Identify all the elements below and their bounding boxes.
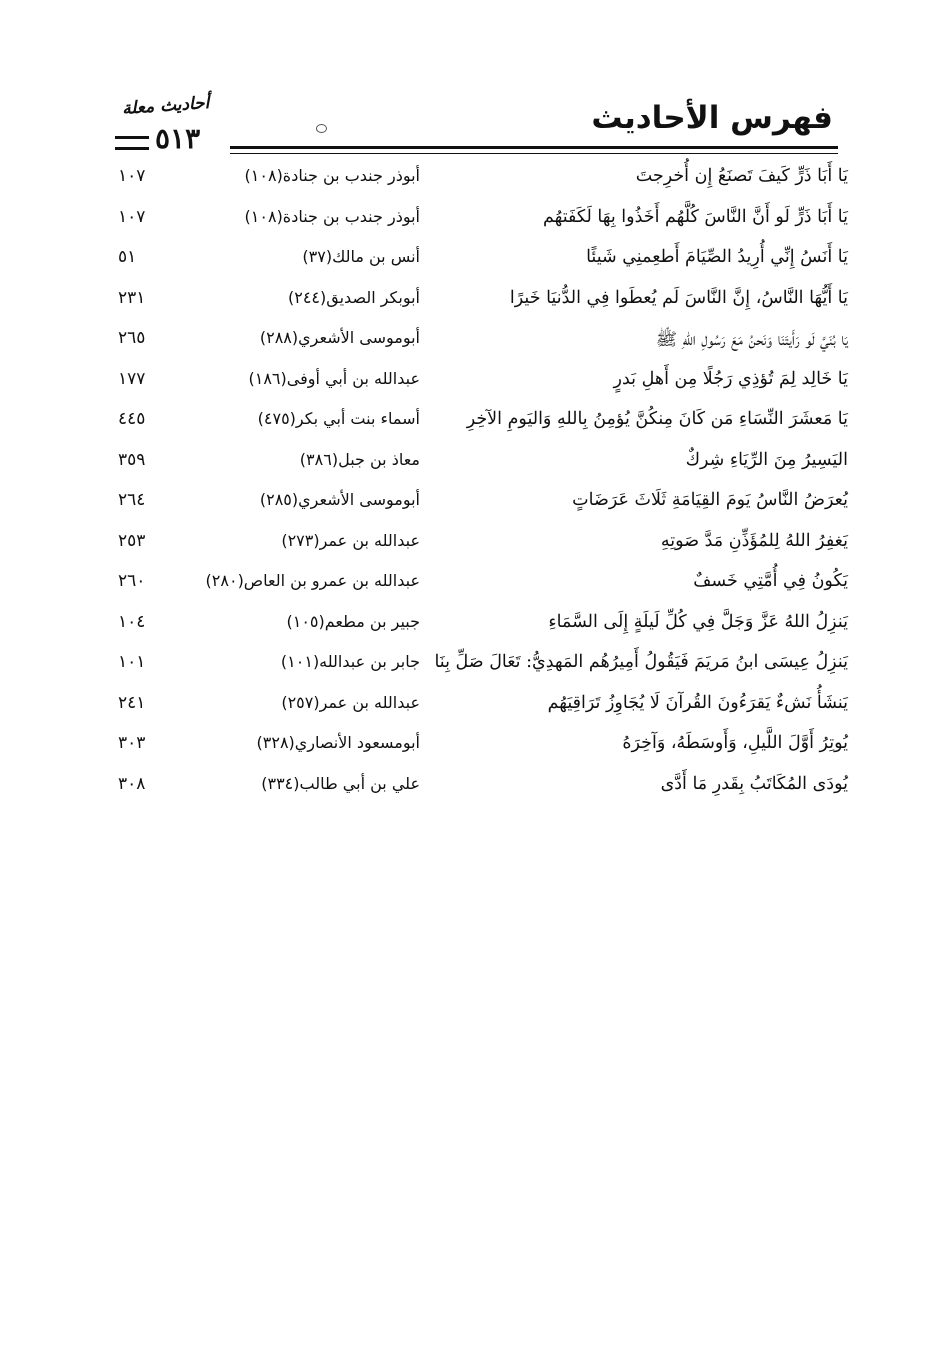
page-ref: ٣٠٣ <box>118 733 146 753</box>
hadith-text: يُودَى المُكَاتَبُ بِقَدرِ مَا أَدَّى <box>660 773 848 794</box>
table-row <box>100 446 848 487</box>
page-ref: ١٧٧ <box>118 368 146 389</box>
table-row <box>100 689 848 730</box>
table-row <box>100 486 848 527</box>
page-number-bars <box>115 136 149 150</box>
table-row <box>100 365 848 406</box>
narrator-text: جبير بن مطعم(١٠٥) <box>286 611 420 631</box>
table-row <box>100 405 848 446</box>
narrator-text: أبوذر جندب بن جنادة(١٠٨) <box>244 166 420 185</box>
page-number-block <box>115 122 201 155</box>
table-row <box>100 324 848 365</box>
hadith-text: يَنزِلُ عِيسَى ابنُ مَريَمَ فَيَقُولُ أَمِيرُهُم المَهدِيُّ: تَعَالَ صَلِّ بِنَا <box>434 652 848 672</box>
narrator-text: أبومسعود الأنصاري(٣٢٨) <box>256 733 420 752</box>
hadith-text: يَا أَبَا ذَرٍّ كَيفَ تَصنَعُ إِن أُخرِجتَ <box>635 166 848 186</box>
hadith-text: يَا أَنَسُ إِنِّي أُرِيدُ الصِّيَامَ أَطعِمنِي شَيئًا <box>586 247 848 267</box>
narrator-text: أبوذر جندب بن جنادة(١٠٨) <box>244 206 420 226</box>
hadith-text: يُعرَضُ النَّاسُ يَومَ القِيَامَةِ ثَلَاثَ عَرَضَاتٍ <box>572 490 848 510</box>
small-mark <box>316 124 327 133</box>
narrator-text: عبدالله بن عمرو بن العاص(٢٨٠) <box>205 571 420 590</box>
narrator-text: عبدالله بن أبي أوفى(١٨٦) <box>248 368 420 388</box>
page-ref: ١٠٤ <box>118 611 146 632</box>
table-row <box>100 284 848 325</box>
hadith-text: يَا مَعشَرَ النِّسَاءِ مَن كَانَ مِنكُنَّ يُؤمِنُ بِاللهِ وَاليَومِ الآخِرِ <box>466 409 848 429</box>
page-ref: ١٠١ <box>118 652 146 672</box>
table-row <box>100 567 848 608</box>
narrator-text: عبدالله بن عمر(٢٧٣) <box>281 530 420 550</box>
table-row <box>100 203 848 244</box>
header-rule <box>230 146 838 154</box>
table-row <box>100 608 848 649</box>
page-ref: ٢٤١ <box>118 692 146 713</box>
table-row <box>100 729 848 770</box>
page-ref: ٤٤٥ <box>118 409 146 429</box>
hadith-text: يَا خَالِد لِمَ تُؤذِي رَجُلًا مِن أَهلِ بَدرٍ <box>613 368 848 389</box>
narrator-text: أبوبكر الصديق(٢٤٤) <box>287 287 420 307</box>
page-ref: ١٠٧ <box>118 206 146 227</box>
hadith-text: يَنشَأُ نَشءٌ يَقرَءُونَ القُرآنَ لَا يُجَاوِزُ تَرَاقِيَهُم <box>547 692 848 713</box>
narrator-text: عبدالله بن عمر(٢٥٧) <box>281 692 420 712</box>
page-ref: ٣٥٩ <box>118 449 146 470</box>
index-table <box>100 162 848 810</box>
page-ref: ٢٥٣ <box>118 530 146 551</box>
hadith-text: يُوتِرُ أَوَّلَ اللَّيلِ، وَأَوسَطَهُ، وَآخِرَهُ <box>622 733 848 753</box>
narrator-text: علي بن أبي طالب(٣٣٤) <box>261 773 420 793</box>
narrator-text: أسماء بنت أبي بكر(٤٧٥) <box>257 409 420 428</box>
table-row <box>100 527 848 568</box>
hadith-text: يَا بُنَيَّ لَو رَأَيتَنَا وَنَحنُ مَعَ رَسُولِ اللهِ ﷺ <box>655 330 848 350</box>
hadith-text: يَكُونُ فِي أُمَّتِي خَسفٌ <box>693 571 848 591</box>
page-ref: ٥١ <box>118 247 137 267</box>
narrator-text: أبوموسى الأشعري(٢٨٥) <box>259 490 420 509</box>
narrator-text: أبوموسى الأشعري(٢٨٨) <box>259 328 420 347</box>
table-row <box>100 648 848 689</box>
page-ref: ١٠٧ <box>118 166 146 186</box>
page-ref: ٢٦٤ <box>118 490 146 510</box>
page-number: ٥١٣ <box>155 122 201 155</box>
narrator-text: معاذ بن جبل(٣٨٦) <box>299 449 420 469</box>
page-ref: ٢٦٠ <box>118 571 146 591</box>
hadith-text: يَا أَيُّهَا النَّاسُ، إِنَّ النَّاسَ لَم يُعطَوا فِي الدُّنيَا خَيرًا <box>509 287 848 308</box>
page-ref: ٢٦٥ <box>118 328 146 348</box>
table-row <box>100 770 848 811</box>
page-title: فهرس الأحاديث <box>591 100 833 136</box>
table-row <box>100 243 848 284</box>
handwritten-note: أحاديث معلة <box>121 92 210 120</box>
hadith-text: اليَسِيرُ مِنَ الرِّيَاءِ شِركٌ <box>685 449 848 470</box>
narrator-text: أنس بن مالك(٣٧) <box>302 247 420 266</box>
narrator-text: جابر بن عبدالله(١٠١) <box>280 652 420 671</box>
hadith-text: يَا أَبَا ذَرٍّ لَو أَنَّ النَّاسَ كُلَّهُم أَخَذُوا بِهَا لَكَفَتهُم <box>543 206 848 227</box>
page-ref: ٢٣١ <box>118 287 146 308</box>
page-ref: ٣٠٨ <box>118 773 146 794</box>
table-row <box>100 162 848 203</box>
hadith-text: يَغفِرُ اللهُ لِلمُؤَذِّنِ مَدَّ صَوتِهِ <box>660 530 848 551</box>
hadith-text: يَنزِلُ اللهُ عَزَّ وَجَلَّ فِي كُلِّ لَيلَةٍ إِلَى السَّمَاءِ <box>548 611 848 632</box>
